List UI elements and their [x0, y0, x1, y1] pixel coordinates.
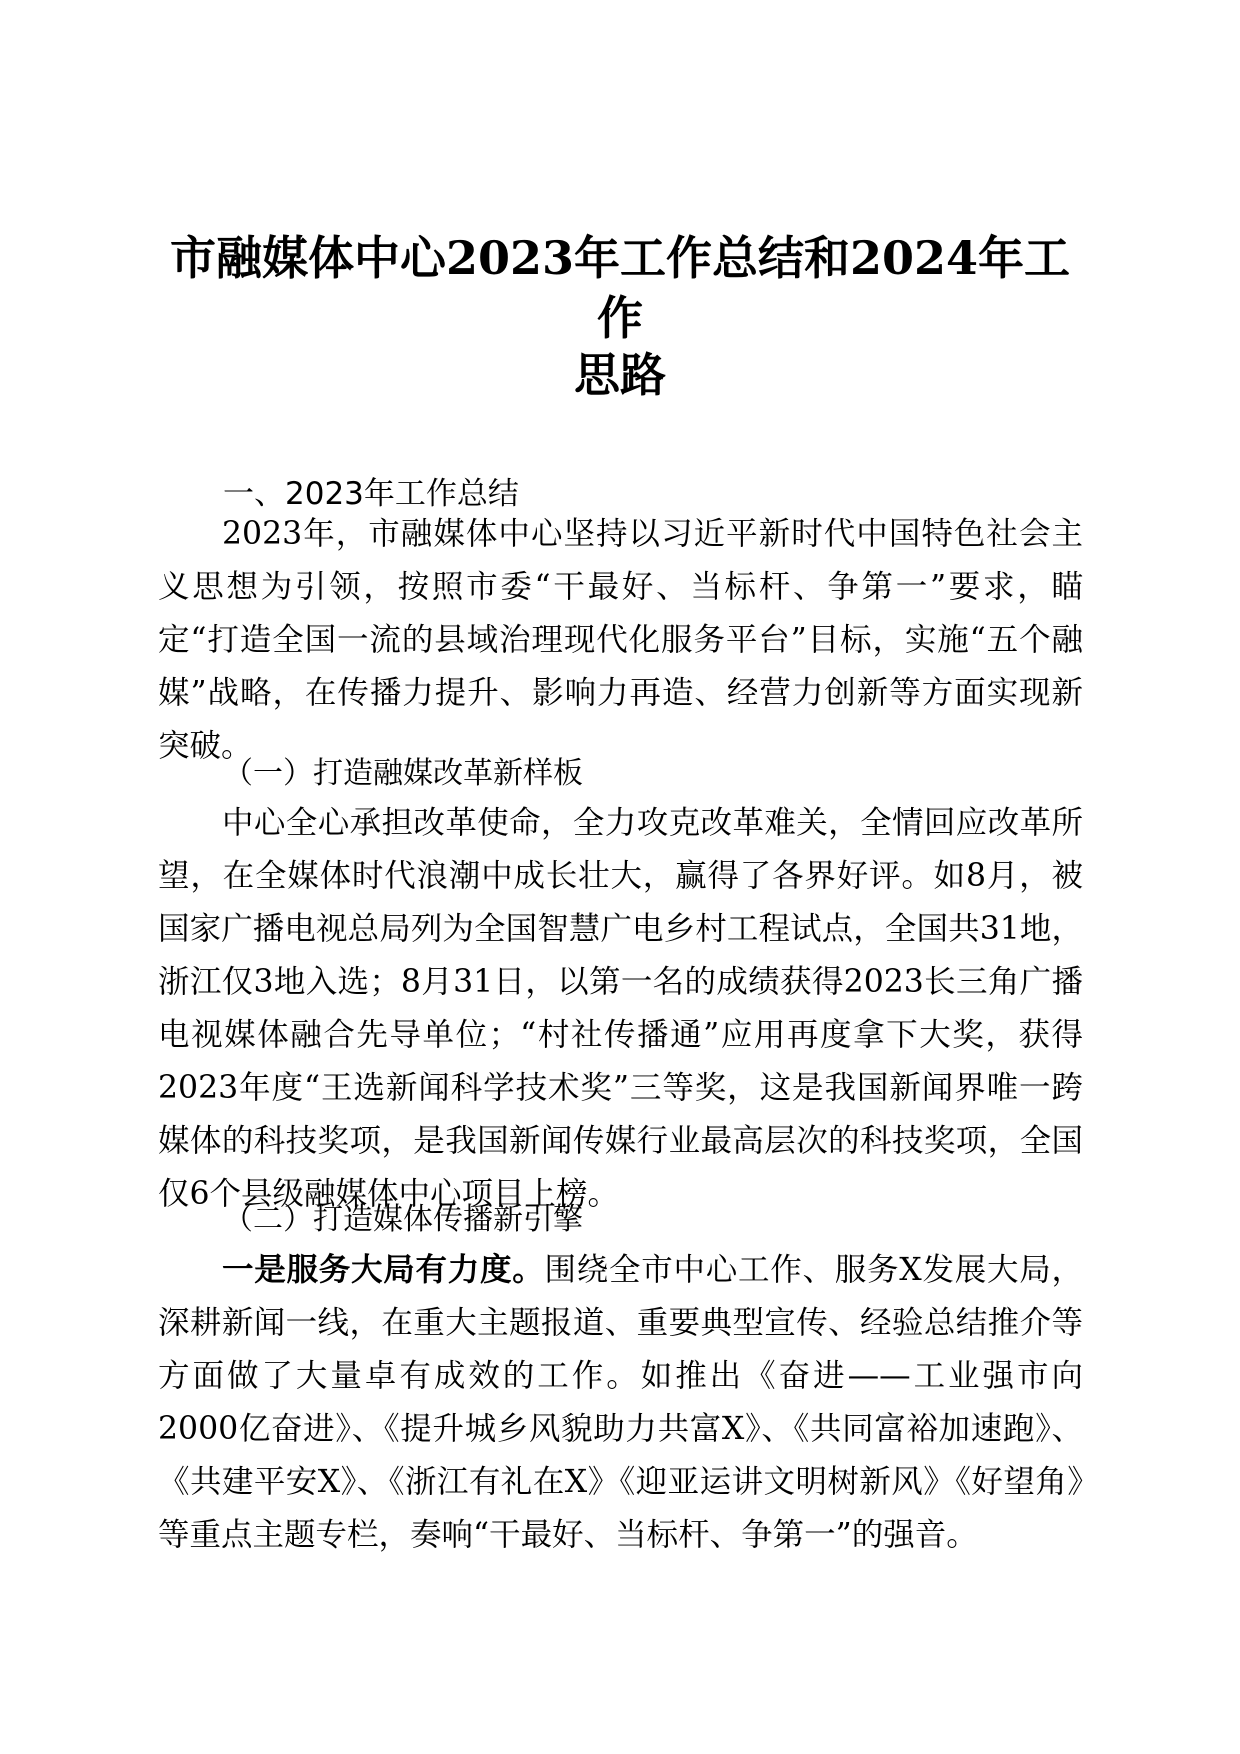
- section1-paragraph-block: [158, 508, 1083, 773]
- subsection2-text: 围绕全市中心工作、服务X发展大局，深耕新闻一线，在重大主题报道、重要典型宣传、经验总结推介等方面做了大量卓有成效的工作。如推出《奋进——工业强市向2000亿奋进》、《提升城乡风貌助力共富X》、《共同富裕加速跑》、《共建平安X》、《浙江有礼在X》《迎亚运讲文明树新风》《好望角》等重点主题专栏，奏响“干最好、当标杆、争第一”的强音。: [158, 1252, 1083, 1553]
- document-title-line2: 思路: [574, 348, 666, 402]
- subsection2-paragraph-block: [158, 1243, 1083, 1562]
- document-title-line1: 市融媒体中心2023年工作总结和2024年工作: [169, 231, 1071, 345]
- subsection1-paragraph-block: [158, 797, 1083, 1221]
- subsection2-paragraph: [158, 1243, 1083, 1562]
- section-heading-2023-summary: 一、2023年工作总结: [223, 476, 519, 512]
- subsection2-lead-phrase: 一是服务大局有力度。: [222, 1251, 545, 1288]
- section1-paragraph: 2023年，市融媒体中心坚持以习近平新时代中国特色社会主义思想为引领，按照市委“干最好、当标杆、争第一”要求，瞄定“打造全国一流的县域治理现代化服务平台”目标，实施“五个融媒”战略，在传播力提升、影响力再造、经营力创新等方面实现新突破。: [158, 516, 1083, 764]
- subsection-heading-2: （二）打造媒体传播新引擎: [223, 1202, 583, 1237]
- subsection1-paragraph: 中心全心承担改革使命，全力攻克改革难关，全情回应改革所望，在全媒体时代浪潮中成长壮大，赢得了各界好评。如8月，被国家广播电视总局列为全国智慧广电乡村工程试点，全国共31地，浙江仅3地入选；8月31日，以第一名的成绩获得2023长三角广播电视媒体融合先导单位；“村社传播通”应用再度拿下大奖，获得2023年度“王选新闻科学技术奖”三等奖，这是我国新闻界唯一跨媒体的科技奖项，是我国新闻传媒行业最高层次的科技奖项，全国仅6个县级融媒体中心项目上榜。: [158, 805, 1083, 1212]
- subsection-heading-1: （一）打造融媒改革新样板: [223, 756, 583, 791]
